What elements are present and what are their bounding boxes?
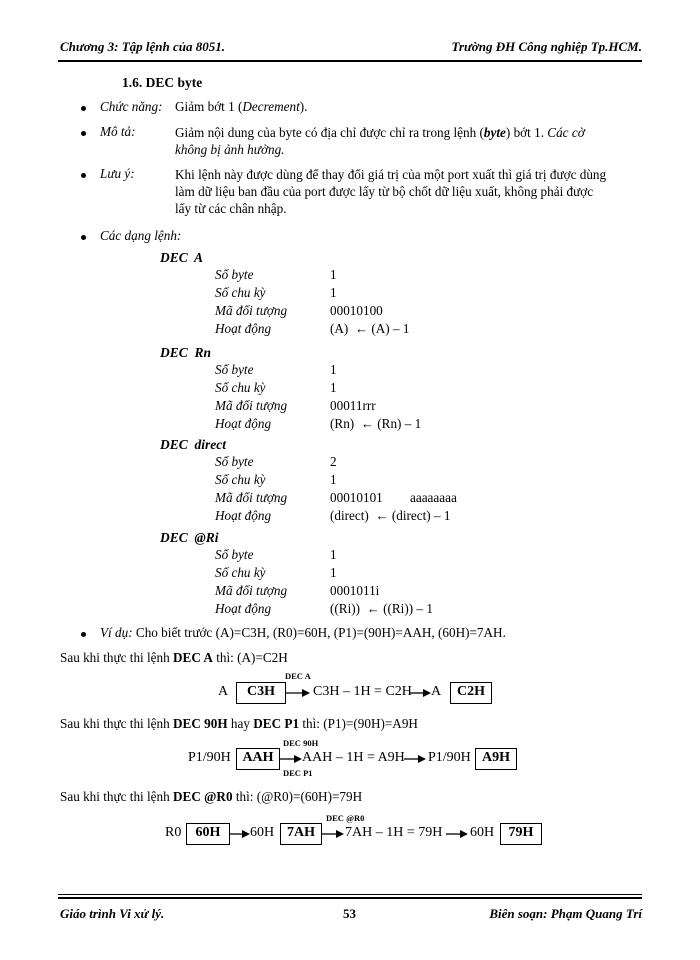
field-value-bytes: 2 xyxy=(330,454,337,469)
ex2-register-result: P1/90H xyxy=(428,750,471,765)
ex1-op-label: DEC A xyxy=(285,671,311,681)
ex2-op-label-bottom: DEC P1 xyxy=(283,768,313,778)
bullet-dot xyxy=(81,632,86,637)
instruction-name: DEC direct xyxy=(160,437,226,452)
ex3-calc: 7AH – 1H = 79H xyxy=(345,825,443,840)
instruction-name: DEC Rn xyxy=(160,345,212,360)
ex1-value-box: C3H xyxy=(236,682,286,704)
field-label-operation: Hoạt động xyxy=(215,416,272,431)
note-text: Khi lệnh này được dùng để thay đổi giá trị của một port xuất thì giá trị được dùng làm dữ liệu ban đầu của port được lấy từ bộ chốt dữ liệu xuất, không phải được lấy từ các chân nhập. xyxy=(175,167,607,216)
bullet-dot xyxy=(81,131,86,136)
field-value-opcode: 00011rrr xyxy=(330,398,376,413)
ex2-calc: AAH – 1H = A9H xyxy=(302,750,405,765)
arrow-icon xyxy=(404,754,426,764)
ex3-op-label: DEC @R0 xyxy=(326,813,365,823)
example-text: Ví dụ: Cho biết trước (A)=C3H, (R0)=60H, (P1)=(90H)=AAH, (60H)=7AH. xyxy=(100,625,506,640)
field-label-opcode: Mã đối tượng xyxy=(215,490,288,505)
field-label-cycles: Số chu kỳ xyxy=(215,472,266,487)
forms-label: Các dạng lệnh: xyxy=(100,228,182,243)
field-label-bytes: Số byte xyxy=(215,454,254,469)
field-value-bytes: 1 xyxy=(330,362,337,377)
ex2-op-label-top: DEC 90H xyxy=(283,738,319,748)
ex1-register-result: A xyxy=(431,684,442,699)
field-label-operation: Hoạt động xyxy=(215,508,272,523)
field-label-cycles: Số chu kỳ xyxy=(215,565,266,580)
field-value-bytes: 1 xyxy=(330,267,337,282)
example3-caption: Sau khi thực thi lệnh DEC @R0 thì: (@R0)=(60H)=79H xyxy=(60,789,363,804)
ex3-mid-address: 60H xyxy=(250,825,275,840)
footer-book-title: Giáo trình Vi xử lý. xyxy=(60,906,165,921)
footer-author: Biên soạn: Phạm Quang Trí xyxy=(489,906,642,921)
header-school: Trường ĐH Công nghiệp Tp.HCM. xyxy=(451,39,642,54)
field-label-bytes: Số byte xyxy=(215,267,254,282)
field-label-operation: Hoạt động xyxy=(215,321,272,336)
field-label-bytes: Số byte xyxy=(215,547,254,562)
ex1-register: A xyxy=(218,684,229,699)
bullet-dot xyxy=(81,106,86,111)
field-label-cycles: Số chu kỳ xyxy=(215,285,266,300)
field-value-cycles: 1 xyxy=(330,285,337,300)
field-value-operation: (A) ← (A) – 1 xyxy=(330,321,410,336)
section-title: 1.6. DEC byte xyxy=(122,75,203,90)
field-value-opcode: 00010101 xyxy=(330,490,383,505)
ex3-address-result: 60H xyxy=(470,825,495,840)
arrow-icon xyxy=(286,688,310,698)
header-rule xyxy=(58,60,642,62)
field-value-opcode-operand: aaaaaaaa xyxy=(410,490,457,505)
footer-rule-thin xyxy=(58,894,642,895)
field-value-operation: (Rn) ← (Rn) – 1 xyxy=(330,416,422,431)
field-label-bytes: Số byte xyxy=(215,362,254,377)
ex2-result-box: A9H xyxy=(475,748,517,770)
ex3-register: R0 xyxy=(165,825,182,840)
field-value-opcode: 00010100 xyxy=(330,303,383,318)
arrow-icon xyxy=(446,829,468,839)
field-label-operation: Hoạt động xyxy=(215,601,272,616)
field-value-opcode: 0001011i xyxy=(330,583,380,598)
note-label: Lưu ý: xyxy=(100,166,135,181)
ex1-result-box: C2H xyxy=(450,682,492,704)
page-number: 53 xyxy=(343,906,356,921)
bullet-dot xyxy=(81,173,86,178)
arrow-icon xyxy=(280,754,302,764)
arrow-icon xyxy=(409,688,431,698)
field-value-bytes: 1 xyxy=(330,547,337,562)
description-text: Giảm nội dung của byte có địa chỉ được chỉ ra trong lệnh (byte) bớt 1. Các cờ không bị ảnh hưởng. xyxy=(175,125,585,157)
arrow-icon xyxy=(322,829,344,839)
footer-rule-thick xyxy=(58,897,642,899)
function-label: Chức năng: xyxy=(100,99,163,114)
example2-caption: Sau khi thực thi lệnh DEC 90H hay DEC P1 thì: (P1)=(90H)=A9H xyxy=(60,716,418,731)
instruction-name: DEC A xyxy=(160,250,204,265)
ex3-result-box: 79H xyxy=(500,823,542,845)
field-value-cycles: 1 xyxy=(330,380,337,395)
field-value-operation: ((Ri)) ← ((Ri)) – 1 xyxy=(330,601,433,616)
ex3-pointer-box: 60H xyxy=(186,823,230,845)
ex1-calc: C3H – 1H = C2H xyxy=(313,684,412,699)
field-value-operation: (direct) ← (direct) – 1 xyxy=(330,508,451,523)
arrow-icon xyxy=(230,829,250,839)
function-text: Giảm bớt 1 (Decrement). xyxy=(175,99,308,114)
field-label-opcode: Mã đối tượng xyxy=(215,303,288,318)
instruction-name: DEC @Ri xyxy=(160,530,219,545)
ex2-value-box: AAH xyxy=(236,748,280,770)
field-value-cycles: 1 xyxy=(330,565,337,580)
example1-caption: Sau khi thực thi lệnh DEC A thì: (A)=C2H xyxy=(60,650,288,665)
ex3-value-box: 7AH xyxy=(280,823,322,845)
description-label: Mô tả: xyxy=(100,124,136,139)
ex2-register: P1/90H xyxy=(188,750,231,765)
field-value-cycles: 1 xyxy=(330,472,337,487)
field-label-cycles: Số chu kỳ xyxy=(215,380,266,395)
bullet-dot xyxy=(81,235,86,240)
header-chapter: Chương 3: Tập lệnh của 8051. xyxy=(60,39,226,54)
field-label-opcode: Mã đối tượng xyxy=(215,398,288,413)
field-label-opcode: Mã đối tượng xyxy=(215,583,288,598)
